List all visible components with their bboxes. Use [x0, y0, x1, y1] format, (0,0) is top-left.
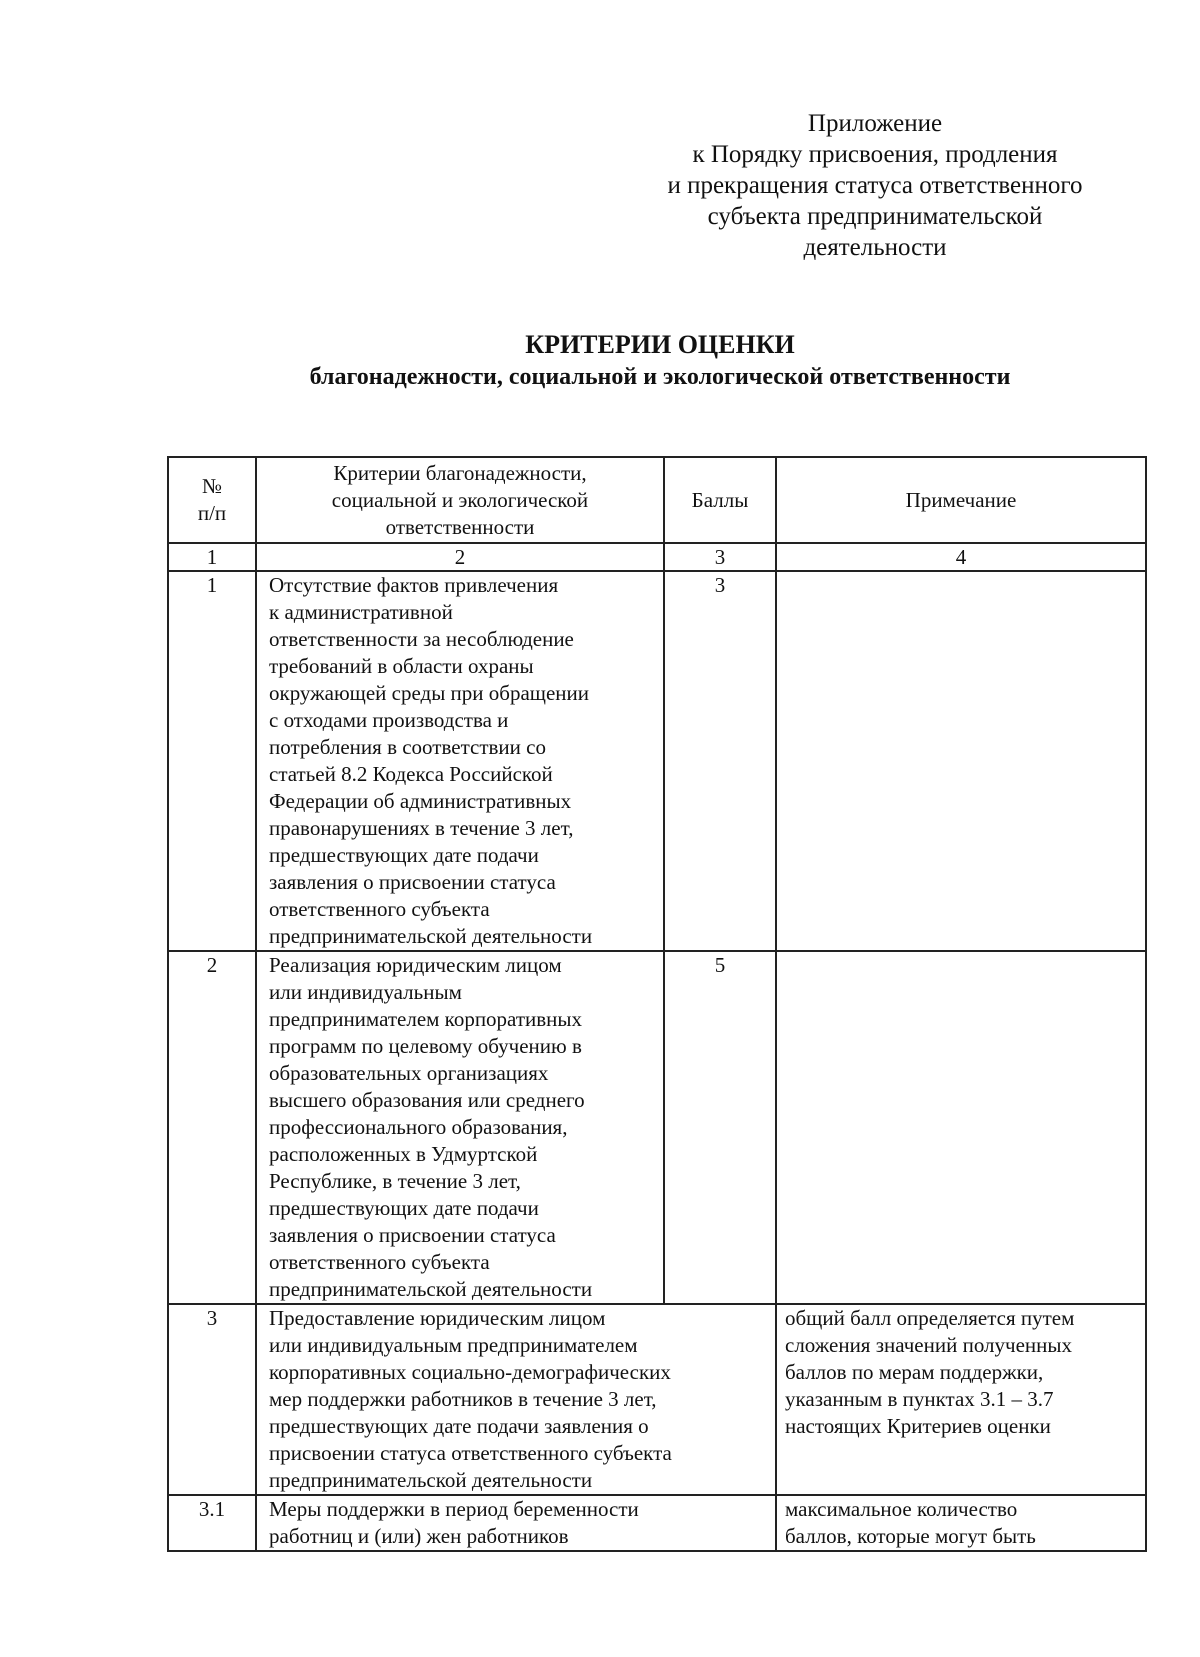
criteria-line: программ по целевому обучению в [269, 1034, 582, 1058]
column-number: 1 [168, 543, 256, 571]
criteria-line: предпринимательской деятельности [269, 924, 593, 948]
appendix-line: к Порядку присвоения, продления [692, 141, 1058, 168]
appendix-line: и прекращения статуса ответственного [667, 172, 1083, 199]
header-points: Баллы [664, 457, 776, 543]
criteria-line: ответственного субъекта [269, 1250, 490, 1274]
note-line: общий балл определяется путем [785, 1306, 1075, 1330]
criteria-line: образовательных организациях [269, 1061, 549, 1085]
criteria-line: предпринимателем корпоративных [269, 1007, 583, 1031]
header-criteria-line: социальной и экологической [331, 487, 589, 512]
note-line: сложения значений полученных [785, 1333, 1072, 1357]
criteria-line: правонарушениях в течение 3 лет, [269, 816, 574, 840]
criteria-line: работниц и (или) жен работников [269, 1524, 569, 1548]
row-criteria [256, 571, 664, 951]
row-note [776, 1495, 1146, 1551]
column-numbers-row [168, 543, 1146, 571]
criteria-line: заявления о присвоении статуса [269, 870, 556, 894]
criteria-line: с отходами производства и [269, 708, 509, 732]
column-number: 4 [776, 543, 1146, 571]
row-points: 3 [664, 571, 776, 951]
appendix-line: субъекта предпринимательской [707, 203, 1043, 230]
row-number: 3 [168, 1304, 256, 1495]
criteria-line: ответственности за несоблюдение [269, 627, 574, 651]
criteria-line: Отсутствие фактов привлечения [269, 573, 559, 597]
appendix-block [640, 108, 1110, 263]
criteria-line: потребления в соответствии со [269, 735, 546, 759]
criteria-line: ответственного субъекта [269, 897, 490, 921]
row-note [776, 571, 1146, 951]
header-num-line: № [201, 474, 223, 498]
criteria-line: предшествующих дате подачи [269, 1196, 539, 1220]
criteria-line: окружающей среды при обращении [269, 681, 589, 705]
criteria-line: профессионального образования, [269, 1115, 568, 1139]
criteria-line: мер поддержки работников в течение 3 лет, [269, 1387, 657, 1411]
criteria-line: или индивидуальным предпринимателем [269, 1333, 638, 1357]
row-note [776, 951, 1146, 1304]
document-subtitle: благонадежности, социальной и экологической ответственности [309, 364, 1011, 390]
criteria-line: присвоении статуса ответственного субъекта [269, 1441, 672, 1465]
row-criteria [256, 1304, 776, 1495]
note-line: баллов, которые могут быть [785, 1524, 1036, 1548]
criteria-line: требований в области охраны [269, 654, 534, 678]
criteria-line: предпринимательской деятельности [269, 1468, 593, 1492]
table-header-row [168, 457, 1146, 543]
header-num [168, 457, 256, 543]
row-number: 1 [168, 571, 256, 951]
row-points: 5 [664, 951, 776, 1304]
row-note [776, 1304, 1146, 1495]
note-line: настоящих Критериев оценки [785, 1414, 1051, 1438]
criteria-line: Республике, в течение 3 лет, [269, 1169, 521, 1193]
criteria-line: Меры поддержки в период беременности [269, 1497, 639, 1521]
criteria-line: предпринимательской деятельности [269, 1277, 593, 1301]
header-criteria-line: Критерии благонадежности, [333, 460, 587, 485]
criteria-line: предшествующих дате подачи [269, 843, 539, 867]
table-row [168, 951, 1146, 1304]
row-number: 2 [168, 951, 256, 1304]
criteria-line: или индивидуальным [269, 980, 462, 1004]
table-row [168, 1304, 1146, 1495]
document-title: КРИТЕРИИ ОЦЕНКИ [525, 330, 795, 359]
appendix-line: Приложение [807, 110, 943, 137]
note-line: баллов по мерам поддержки, [785, 1360, 1044, 1384]
criteria-line: Предоставление юридическим лицом [269, 1306, 606, 1330]
row-criteria [256, 951, 664, 1304]
criteria-line: Реализация юридическим лицом [269, 953, 562, 977]
criteria-line: высшего образования или среднего [269, 1088, 585, 1112]
criteria-line: расположенных в Удмуртской [269, 1142, 538, 1166]
column-number: 3 [664, 543, 776, 571]
appendix-line: деятельности [803, 234, 947, 261]
criteria-table [167, 456, 1147, 1552]
column-number: 2 [256, 543, 664, 571]
header-note: Примечание [776, 457, 1146, 543]
row-number: 3.1 [168, 1495, 256, 1551]
note-line: указанным в пунктах 3.1 – 3.7 [785, 1387, 1054, 1411]
criteria-line: статьей 8.2 Кодекса Российской [269, 762, 553, 786]
note-line: максимальное количество [785, 1497, 1018, 1521]
row-criteria [256, 1495, 776, 1551]
table-row [168, 1495, 1146, 1551]
criteria-line: предшествующих дате подачи заявления о [269, 1414, 649, 1438]
header-criteria [256, 457, 664, 543]
header-criteria-line: ответственности [385, 514, 535, 539]
table-row [168, 571, 1146, 951]
criteria-line: заявления о присвоении статуса [269, 1223, 556, 1247]
criteria-line: Федерации об административных [269, 789, 572, 813]
header-num-line: п/п [197, 501, 227, 525]
criteria-line: к административной [269, 600, 453, 624]
criteria-line: корпоративных социально-демографических [269, 1360, 671, 1384]
